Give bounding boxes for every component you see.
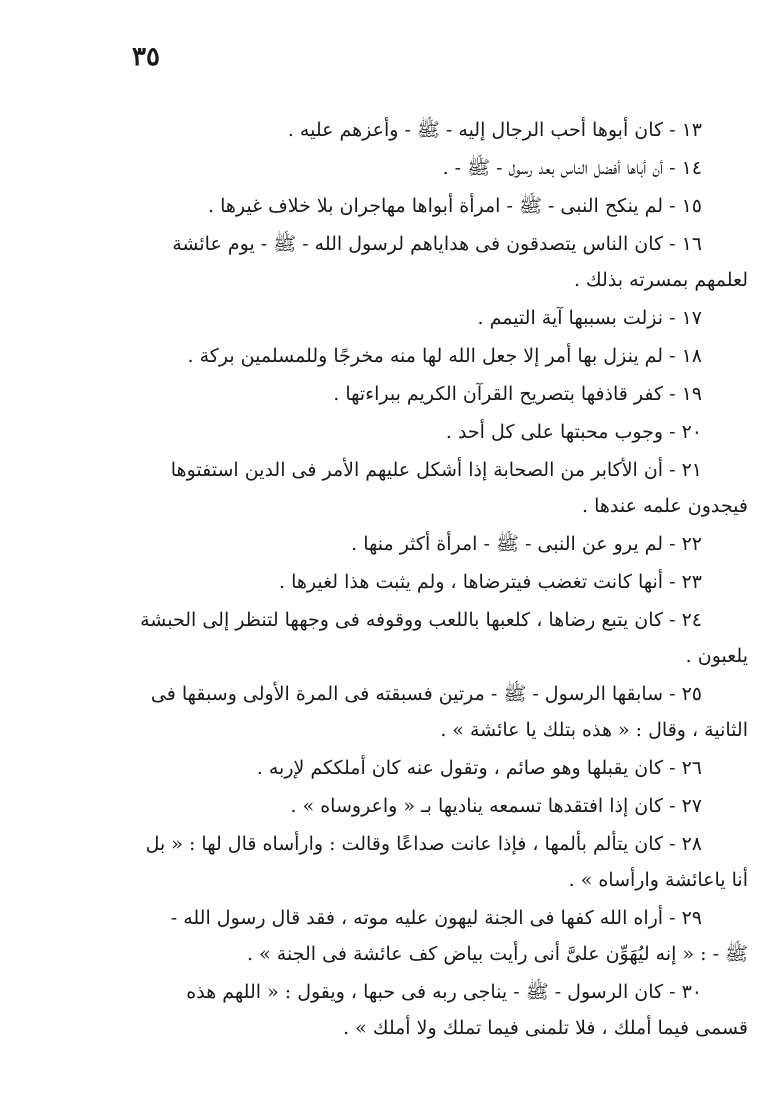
list-item: ١٩ - كفر قاذفها بتصريح القرآن الكريم ببراءتها .: [333, 383, 702, 405]
list-item-line: ٢٩ - أراه الله كفها فى الجنة ليهون عليه موته ، فقد قال رسول الله -: [170, 907, 702, 929]
list-item-line: أنا ياعائشة وارأساه » .: [568, 869, 748, 891]
list-item: [96, 226, 748, 298]
list-item-line: ٣٠ - كان الرسول - ﷺ - يناجى ربه فى حبها ، ويقول : « اللهم هذه: [186, 981, 702, 1003]
list-item-line: يلعبون .: [685, 645, 748, 667]
list-item-line: ٢١ - أن الأكابر من الصحابة إذا أشكل عليهم الأمر فى الدين استفتوها: [170, 459, 702, 481]
list-item: ١٣ - كان أبوها أحب الرجال إليه - ﷺ - وأعزهم عليه .: [287, 119, 702, 141]
list-item: ٢٦ - كان يقبلها وهو صائم ، وتقول عنه كان أملككم لإربه .: [256, 757, 702, 779]
list-item: ١٨ - لم ينزل بها أمر إلا جعل الله لها منه مخرجًا وللمسلمين بركة .: [187, 345, 702, 367]
list-item-line: فيجدون علمه عندها .: [582, 495, 748, 517]
list-item-line: الثانية ، وقال : « هذه بتلك يا عائشة » .: [440, 719, 748, 741]
list-item-line: لعلمهم بمسرته بذلك .: [573, 269, 748, 291]
list-item: [96, 900, 748, 972]
list-item: [96, 676, 748, 748]
list-item: ٢٧ - كان إذا افتقدها تسمعه يناديها بـ « واعروساه » .: [290, 795, 702, 817]
list-item: ٢٢ - لم يرو عن النبى - ﷺ - امرأة أكثر منها .: [351, 533, 702, 555]
page-number: ٣٥: [132, 42, 160, 72]
list-item-line: ١٦ - كان الناس يتصدقون فى هداياهم لرسول الله - ﷺ - يوم عائشة: [172, 233, 702, 255]
list-item: [96, 602, 748, 674]
list-item: [96, 452, 748, 524]
list-item: [96, 826, 748, 898]
list-item-line: قسمى فيما أملك ، فلا تلمنى فيما تملك ولا أملك » .: [343, 1017, 748, 1039]
merits-list: [96, 112, 748, 1048]
list-item: [96, 974, 748, 1046]
list-item-line: ﷺ - : « إنه ليُهَوِّن علىَّ أنى رأيت بياض كف عائشة فى الجنة » .: [247, 943, 748, 965]
list-item-line: ٢٤ - كان يتبع رضاها ، كلعبها باللعب ووقوفه فى وجهها لتنظر إلى الحبشة: [140, 609, 702, 631]
list-item: ٢٣ - أنها كانت تغضب فيترضاها ، ولم يثبت هذا لغيرها .: [279, 571, 702, 593]
list-item-line: ٢٨ - كان يتألم بألمها ، فإذا عانت صداعًا وقالت : وارأساه قال لها : « بل: [145, 833, 702, 855]
list-item-line: ٢٥ - سابقها الرسول - ﷺ - مرتين فسبقته فى المرة الأولى وسبقها فى: [150, 683, 702, 705]
list-item: ٢٠ - وجوب محبتها على كل أحد .: [445, 421, 702, 443]
list-item: ١٥ - لم ينكح النبى - ﷺ - امرأة أبواها مهاجران بلا خلاف غيرها .: [207, 195, 702, 217]
list-item: ١٧ - نزلت بسببها آية التيمم .: [477, 307, 702, 329]
list-item: ١٤ - أن أباها أفضل الناس بعد رسول - ﷺ - .: [442, 157, 702, 179]
